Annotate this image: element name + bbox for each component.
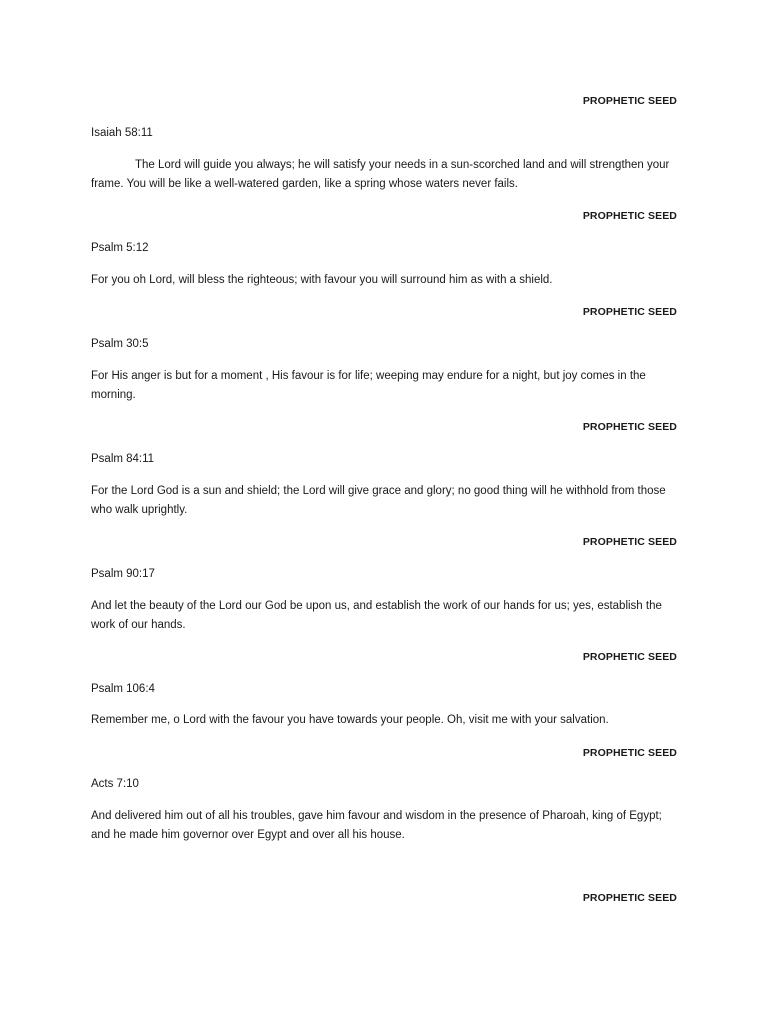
scripture-text: For you oh Lord, will bless the righteous; with favour you will surround him as with a shield. [91,274,553,286]
scripture-text: And let the beauty of the Lord our God be upon us, and establish the work of our hands for us; yes, establish the work of our hands. [91,600,662,631]
scripture-text: Remember me, o Lord with the favour you have towards your people. Oh, visit me with your salvation. [91,714,609,726]
scripture-reference: Psalm 84:11 [91,453,155,465]
scripture-reference: Psalm 106:4 [91,683,155,695]
section-header: PROPHETIC SEED [582,536,677,548]
scripture-text: The Lord will guide you always; he will satisfy your needs in a sun-scorched land and will strengthen your frame. You will be like a well-watered garden, like a spring whose waters never fails. [91,159,670,190]
section-header: PROPHETIC SEED [582,747,677,759]
scripture-reference: Psalm 90:17 [91,568,155,580]
scripture-reference: Psalm 30:5 [91,338,149,350]
section-header: PROPHETIC SEED [582,306,677,318]
section-header: PROPHETIC SEED [582,421,677,433]
section-header: PROPHETIC SEED [582,95,677,107]
scripture-text: For His anger is but for a moment , His favour is for life; weeping may endure for a night, but joy comes in the morning. [91,370,646,401]
scripture-text: For the Lord God is a sun and shield; the Lord will give grace and glory; no good thing will he withhold from those who walk uprightly. [91,485,666,516]
section-header: PROPHETIC SEED [582,210,677,222]
scripture-reference: Psalm 5:12 [91,242,149,254]
scripture-text: And delivered him out of all his troubles, gave him favour and wisdom in the presence of Pharoah, king of Egypt; and he made him governor over Egypt and over all his house. [91,810,662,841]
scripture-reference: Isaiah 58:11 [91,127,153,139]
scripture-reference: Acts 7:10 [91,778,139,790]
section-header: PROPHETIC SEED [582,892,677,904]
section-header: PROPHETIC SEED [582,651,677,663]
